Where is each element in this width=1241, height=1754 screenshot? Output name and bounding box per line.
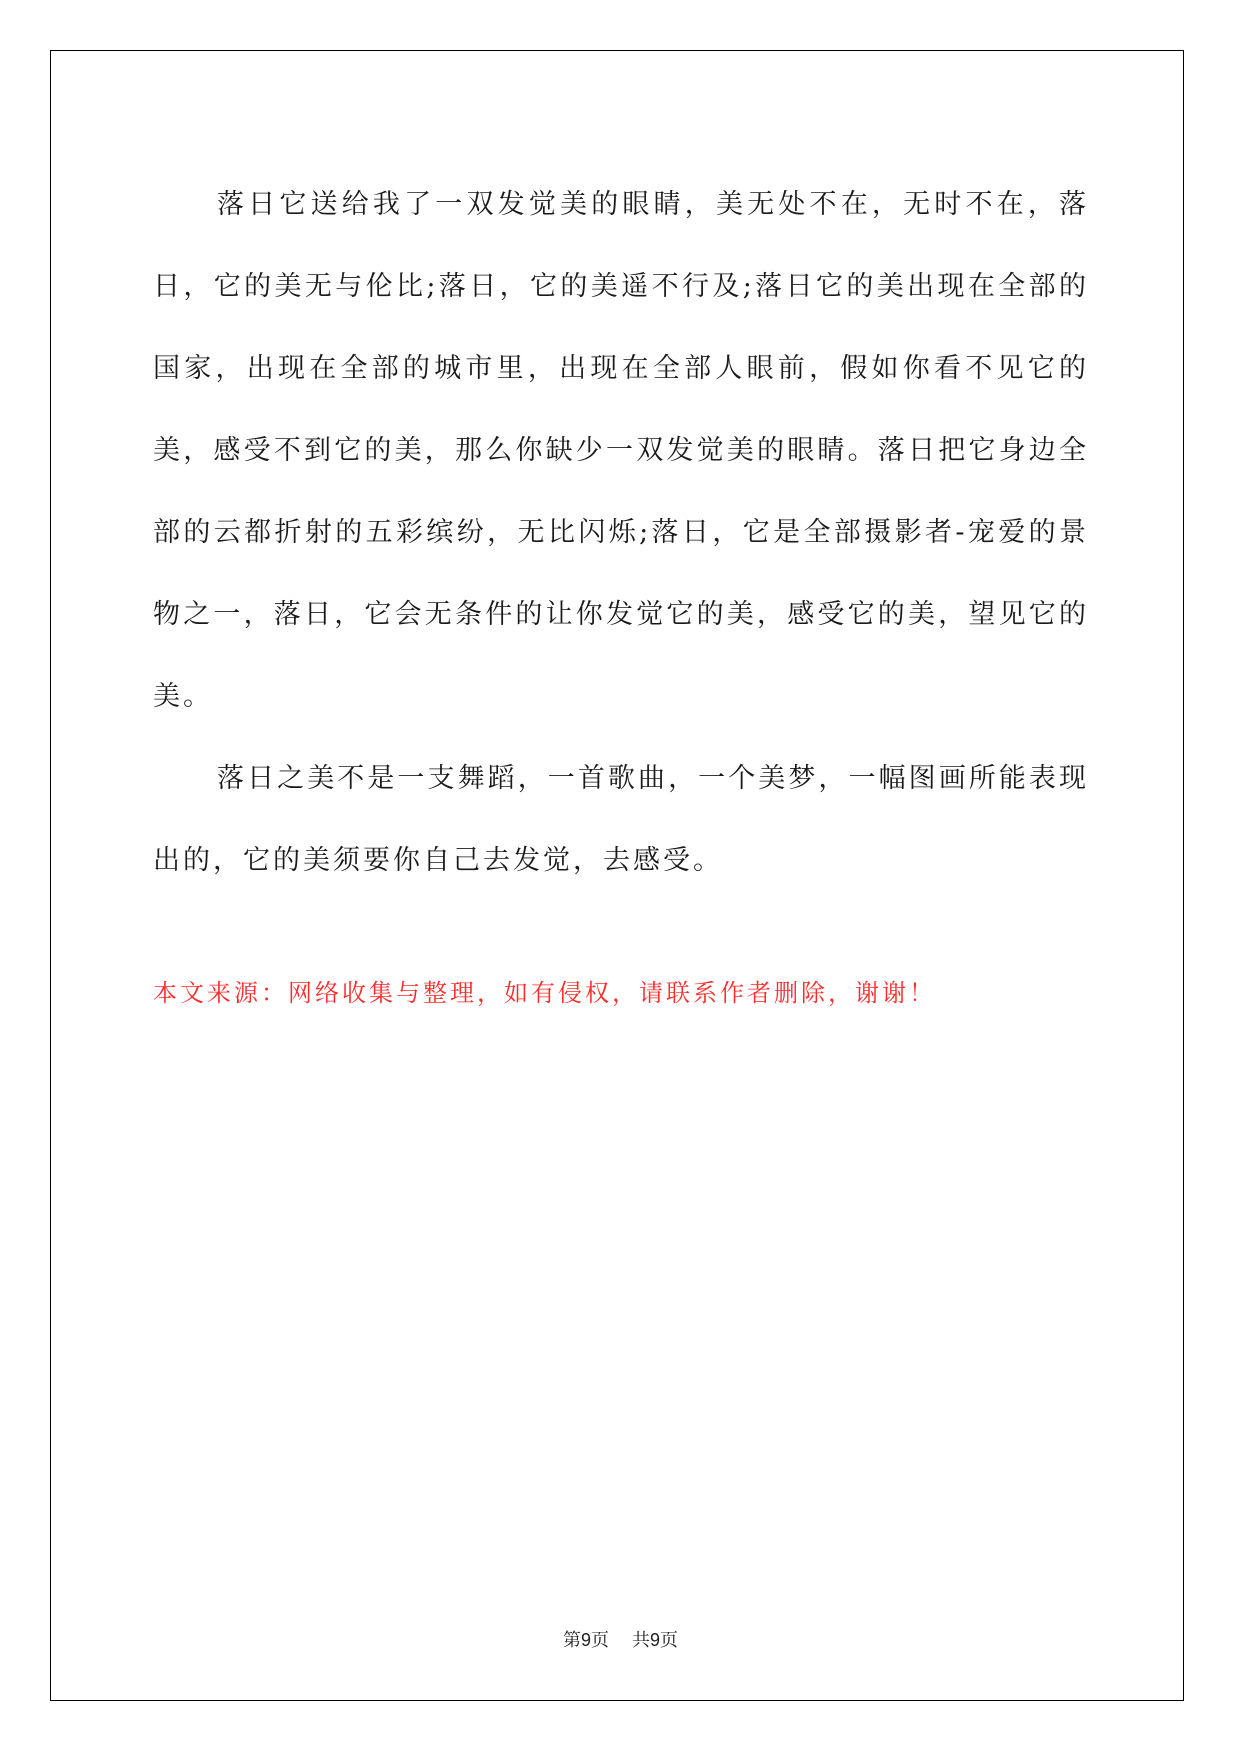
paragraph: 落日之美不是一支舞蹈，一首歌曲，一个美梦，一幅图画所能表现出的，它的美须要你自己去发觉，去感受。 — [153, 763, 1089, 876]
page-suffix: 页 — [591, 1630, 610, 1651]
total-suffix: 页 — [659, 1630, 678, 1651]
source-note: 本文来源：网络收集与整理，如有侵权，请联系作者删除，谢谢！ — [153, 979, 936, 1007]
document-body — [153, 164, 1089, 902]
total-pages: 9 — [649, 1630, 660, 1650]
page-footer — [0, 1628, 1241, 1653]
page-number: 9 — [581, 1630, 592, 1650]
page-prefix: 第 — [563, 1630, 582, 1651]
total-prefix: 共 — [631, 1630, 650, 1651]
paragraph: 落日它送给我了一双发觉美的眼睛，美无处不在，无时不在，落日，它的美无与伦比;落日，它的美遥不行及;落日它的美出现在全部的国家，出现在全部的城市里，出现在全部人眼前，假如你看不见它的美，感受不到它的美，那么你缺少一双发觉美的眼睛。落日把它身边全部的云都折射的五彩缤纷，无比闪烁;落日，它是全部摄影者-宠爱的景物之一，落日，它会无条件的让你发觉它的美，感受它的美，望见它的美。 — [153, 189, 1089, 712]
